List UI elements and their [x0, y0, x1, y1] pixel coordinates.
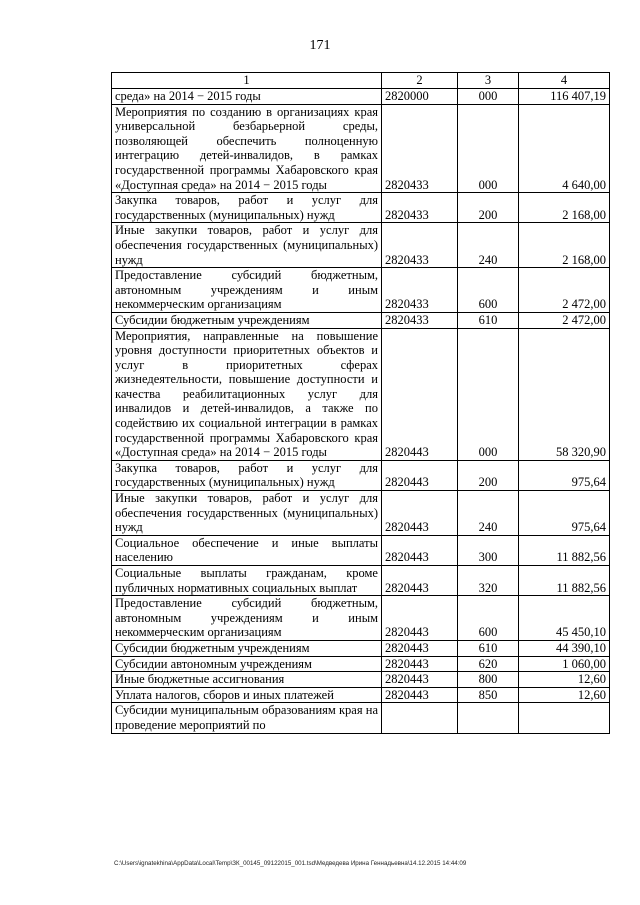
cell-amount: 11 882,56: [519, 535, 610, 565]
cell-expense-type: 800: [458, 672, 519, 688]
cell-expense-type: 200: [458, 193, 519, 223]
cell-name: Субсидии бюджетным учреждениям: [112, 640, 382, 656]
cell-target-code: 2820443: [382, 596, 458, 641]
cell-expense-type: 610: [458, 312, 519, 328]
cell-target-code: 2820443: [382, 656, 458, 672]
header-col-4: 4: [519, 73, 610, 89]
cell-name: Закупка товаров, работ и услуг для государственных (муниципальных) нужд: [112, 193, 382, 223]
table-row: [112, 491, 610, 536]
cell-expense-type: 600: [458, 268, 519, 313]
table-row: [112, 268, 610, 313]
cell-amount: 12,60: [519, 672, 610, 688]
cell-expense-type: [458, 703, 519, 733]
cell-expense-type: 850: [458, 687, 519, 703]
cell-name: Мероприятия, направленные на повышение уровня доступности приоритетных объектов и услуг в приоритетных сферах жизнедеятельности, повышение доступности и качества реабилитационных услуг для инвалидов и детей-инвалидов, а также по содействию их социальной интеграции в рамках государственной программы Хабаровского края «Доступная среда» на 2014 − 2015 годы: [112, 328, 382, 460]
header-col-3: 3: [458, 73, 519, 89]
cell-name: Субсидии бюджетным учреждениям: [112, 312, 382, 328]
table-row: [112, 104, 610, 193]
cell-name: Социальные выплаты гражданам, кроме публичных нормативных социальных выплат: [112, 566, 382, 596]
cell-amount: 12,60: [519, 687, 610, 703]
cell-target-code: 2820443: [382, 460, 458, 490]
cell-name: Закупка товаров, работ и услуг для государственных (муниципальных) нужд: [112, 460, 382, 490]
cell-name: среда» на 2014 − 2015 годы: [112, 89, 382, 105]
table-body: [112, 89, 610, 734]
cell-target-code: [382, 703, 458, 733]
cell-name: Субсидии автономным учреждениям: [112, 656, 382, 672]
cell-amount: 2 472,00: [519, 312, 610, 328]
cell-amount: 975,64: [519, 460, 610, 490]
cell-amount: 2 472,00: [519, 268, 610, 313]
table-row: [112, 328, 610, 460]
cell-target-code: 2820433: [382, 268, 458, 313]
table-row: [112, 535, 610, 565]
cell-target-code: 2820433: [382, 193, 458, 223]
cell-target-code: 2820000: [382, 89, 458, 105]
cell-expense-type: 000: [458, 104, 519, 193]
cell-expense-type: 000: [458, 89, 519, 105]
cell-name: Иные закупки товаров, работ и услуг для обеспечения государственных (муниципальных) нужд: [112, 491, 382, 536]
table-row: [112, 312, 610, 328]
cell-amount: 116 407,19: [519, 89, 610, 105]
cell-amount: 44 390,10: [519, 640, 610, 656]
cell-expense-type: 610: [458, 640, 519, 656]
cell-amount: 45 450,10: [519, 596, 610, 641]
table-row: [112, 460, 610, 490]
page-number: 171: [309, 38, 331, 53]
cell-expense-type: 320: [458, 566, 519, 596]
cell-name: Субсидии муниципальным образованиям края на проведение мероприятий по: [112, 703, 382, 733]
cell-amount: 4 640,00: [519, 104, 610, 193]
table-row: [112, 672, 610, 688]
table-row: [112, 223, 610, 268]
cell-target-code: 2820433: [382, 312, 458, 328]
cell-name: Уплата налогов, сборов и иных платежей: [112, 687, 382, 703]
cell-expense-type: 300: [458, 535, 519, 565]
table-header-row: [112, 73, 610, 89]
cell-target-code: 2820443: [382, 535, 458, 565]
cell-target-code: 2820433: [382, 223, 458, 268]
header-col-1: 1: [112, 73, 382, 89]
cell-target-code: 2820443: [382, 672, 458, 688]
table-row: [112, 656, 610, 672]
footer-file-path: C:\Users\ignatekhina\AppData\Local\Temp\ЗК_00145_09122015_001.tsd\Медведева Ирина Геннадьевна\14.12.2015 14:44:09: [114, 860, 467, 867]
cell-target-code: 2820443: [382, 566, 458, 596]
cell-target-code: 2820443: [382, 328, 458, 460]
cell-target-code: 2820443: [382, 491, 458, 536]
cell-expense-type: 240: [458, 491, 519, 536]
cell-expense-type: 200: [458, 460, 519, 490]
cell-name: Предоставление субсидий бюджетным, автономным учреждениям и иным некоммерческим организациям: [112, 596, 382, 641]
table-row: [112, 193, 610, 223]
cell-amount: [519, 703, 610, 733]
budget-table: [111, 72, 610, 734]
cell-expense-type: 000: [458, 328, 519, 460]
cell-expense-type: 240: [458, 223, 519, 268]
table-row: [112, 596, 610, 641]
cell-name: Иные бюджетные ассигнования: [112, 672, 382, 688]
cell-amount: 2 168,00: [519, 223, 610, 268]
table-row: [112, 89, 610, 105]
cell-expense-type: 620: [458, 656, 519, 672]
table-row: [112, 566, 610, 596]
cell-name: Иные закупки товаров, работ и услуг для обеспечения государственных (муниципальных) нужд: [112, 223, 382, 268]
cell-amount: 975,64: [519, 491, 610, 536]
cell-amount: 11 882,56: [519, 566, 610, 596]
cell-amount: 2 168,00: [519, 193, 610, 223]
header-col-2: 2: [382, 73, 458, 89]
cell-name: Предоставление субсидий бюджетным, автономным учреждениям и иным некоммерческим организациям: [112, 268, 382, 313]
cell-name: Мероприятия по созданию в организациях края универсальной безбарьерной среды, позволяющей обеспечить полноценную интеграцию детей-инвалидов, в рамках государственной программы Хабаровского края «Доступная среда» на 2014 − 2015 годы: [112, 104, 382, 193]
cell-name: Социальное обеспечение и иные выплаты населению: [112, 535, 382, 565]
table-row: [112, 703, 610, 733]
cell-amount: 1 060,00: [519, 656, 610, 672]
cell-target-code: 2820433: [382, 104, 458, 193]
cell-expense-type: 600: [458, 596, 519, 641]
cell-amount: 58 320,90: [519, 328, 610, 460]
table-row: [112, 687, 610, 703]
cell-target-code: 2820443: [382, 640, 458, 656]
table-row: [112, 640, 610, 656]
cell-target-code: 2820443: [382, 687, 458, 703]
